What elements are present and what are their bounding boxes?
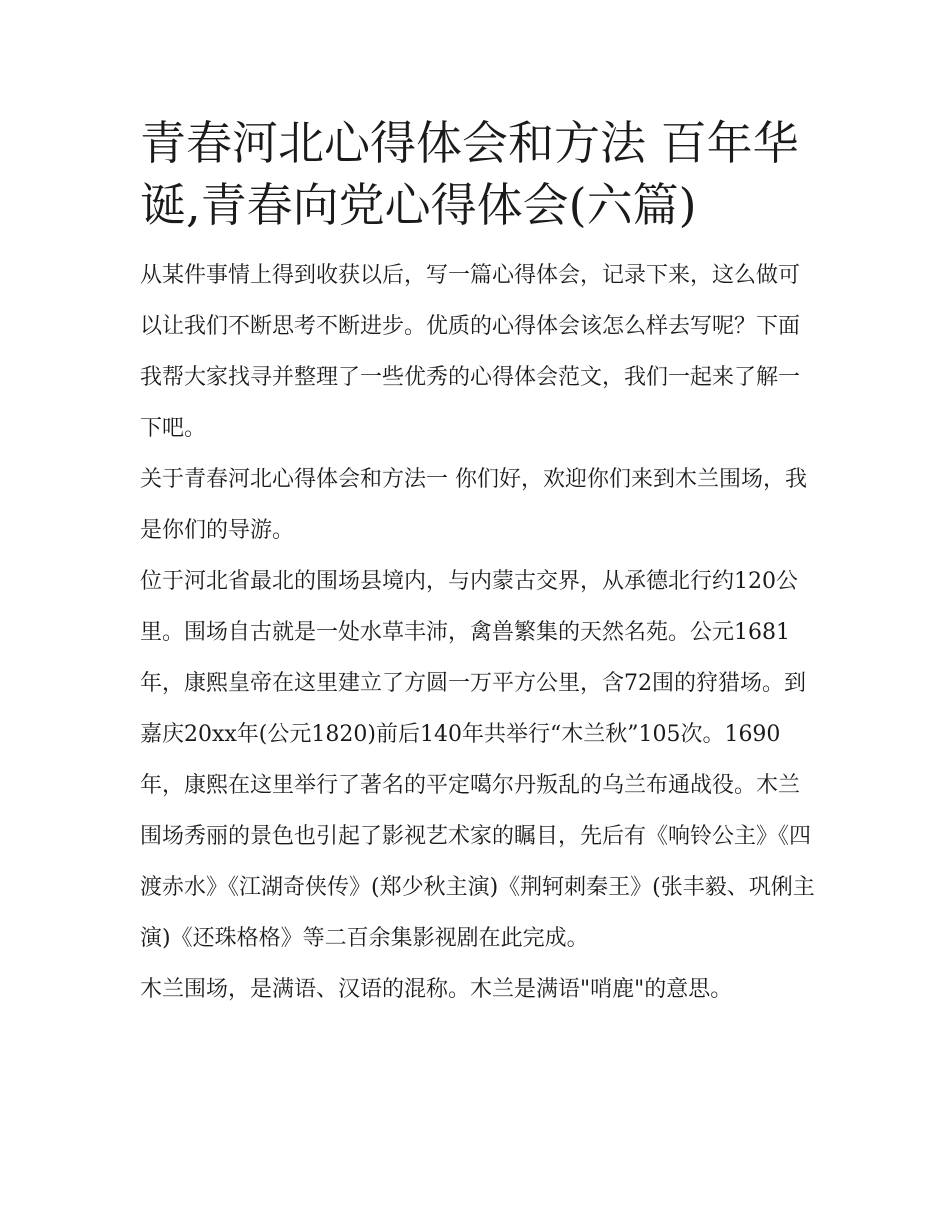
intro-paragraph: 从某件事情上得到收获以后，写一篇心得体会，记录下来，这么做可以让我们不断思考不断进步。优质的心得体会该怎么样去写呢？下面我帮大家找寻并整理了一些优秀的心得体会范文，我们一起来了解一下吧。 [140,263,801,441]
name-origin-paragraph: 木兰围场，是满语、汉语的混称。木兰是满语"哨鹿"的意思。 [140,977,733,1002]
document-title: 青春河北心得体会和方法 百年华诞,青春向党心得体会(六篇) [140,116,799,232]
document-body [140,112,820,1015]
location-history-paragraph: 位于河北省最北的围场县境内，与内蒙古交界，从承德北行约120公里。围场自古就是一处水草丰沛，禽兽繁集的天然名苑。公元1681年，康熙皇帝在这里建立了方圆一万平方公里，含72围的狩猎场。到嘉庆20xx年(公元1820)前后140年共举行“木兰秋”105次。1690年，康熙在这里举行了著名的平定噶尔丹叛乱的乌兰布通战役。木兰围场秀丽的景色也引起了影视艺术家的瞩目，先后有《响铃公主》《四渡赤水》《江湖奇侠传》(郑少秋主演)《荆轲刺秦王》(张丰毅、巩俐主演)《还珠格格》等二百余集影视剧在此完成。 [140,569,815,951]
section-one-paragraph: 关于青春河北心得体会和方法一 你们好，欢迎你们来到木兰围场，我是你们的导游。 [140,467,807,543]
